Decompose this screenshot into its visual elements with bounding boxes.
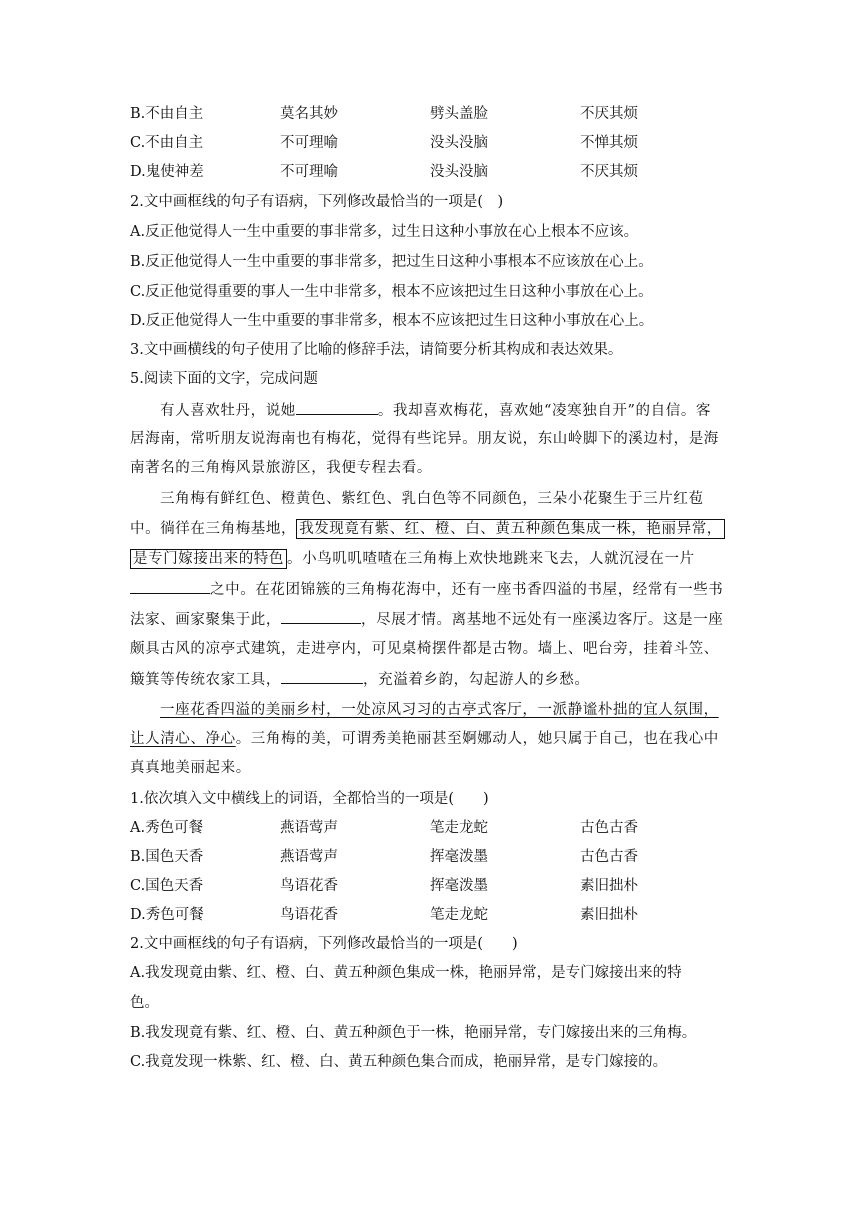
option-line: B.反正他觉得人一生中重要的事非常多，把过生日这种小事根本不应该放在心上。	[130, 254, 653, 270]
option-text: 不可理喻	[280, 164, 338, 180]
passage-line: 真真地美丽起来。	[130, 760, 251, 776]
option-text: 笔走龙蛇	[430, 820, 488, 836]
passage-line: 之中。在花团锦簇的三角梅花海中，还有一座书香四溢的书屋，经常有一些书	[130, 579, 730, 600]
option-text: 没头没脑	[430, 164, 488, 180]
option-line: A.反正他觉得人一生中重要的事非常多，过生日这种小事放在心上根本不应该。	[130, 224, 639, 240]
passage-line: 南著名的三角梅风景旅游区，我便专程去看。	[130, 460, 432, 476]
passage-line	[160, 700, 760, 720]
passage-line: 居海南，常听朋友说海南也有梅花，觉得有些诧异。朋友说，东山岭脚下的溪边村，是海	[130, 431, 719, 447]
underlined-sentence: 让人清心、净心	[130, 731, 236, 747]
fill-blank	[281, 669, 363, 684]
option-text: 古色古香	[580, 820, 638, 836]
fill-blank	[130, 579, 210, 594]
option-text: 笔走龙蛇	[430, 907, 488, 923]
passage-line: 中。徜徉在三角梅基地， 我发现竟有紫、红、橙、白、黄五种颜色集成一株，艳丽异常，	[130, 519, 730, 539]
fill-blank	[296, 400, 378, 415]
option-line: A.我发现竟由紫、红、橙、白、黄五种颜色集成一株，艳丽异常，是专门嫁接出来的特	[130, 965, 682, 981]
option-line: 色。	[130, 995, 159, 1011]
passage-line: 颇具古风的凉亭式建筑，走进亭内，可见桌椅摆件都是古物。墙上、吧台旁，挂着斗笠、	[130, 641, 719, 657]
option-text: 素旧拙朴	[580, 907, 638, 923]
option-text: C.不由自主	[130, 135, 204, 151]
question-stem: 1.依次填入文中横线上的词语，全都恰当的一项是( )	[130, 791, 489, 807]
passage-line: 是专门嫁接出来的特色 。小鸟叽叽喳喳在三角梅上欢快地跳来飞去，人就沉浸在一片	[130, 549, 730, 569]
option-text: 不厌其烦	[580, 106, 638, 122]
option-text: 劈头盖脸	[430, 106, 488, 122]
option-text: 不厌其烦	[580, 164, 638, 180]
option-text: C.国色天香	[130, 878, 204, 894]
fill-blank	[281, 609, 361, 624]
question-stem: 2.文中画框线的句子有语病，下列修改最恰当的一项是( )	[130, 936, 518, 952]
option-text: 燕语莺声	[280, 820, 338, 836]
option-line: C.反正他觉得重要的事人一生中非常多，根本不应该把过生日这种小事放在心上。	[130, 284, 653, 300]
option-text: 莫名其妙	[280, 106, 338, 122]
option-text: B.国色天香	[130, 849, 204, 865]
passage-line: 法家、画家聚集于此， ，尽展才情。离基地不远处有一座溪边客厅。这是一座	[130, 609, 730, 630]
passage-line: 三角梅有鲜红色、橙黄色、紫红色、乳白色等不同颜色，三朵小花聚生于三片红苞	[160, 491, 704, 507]
question-stem: 3.文中画横线的句子使用了比喻的修辞手法，请简要分析其构成和表达效果。	[130, 342, 623, 358]
passage-line: 簸箕等传统农家工具， ，充溢着乡韵，勾起游人的乡愁。	[130, 669, 730, 690]
option-text: 鸟语花香	[280, 878, 338, 894]
option-text: A.秀色可餐	[130, 820, 204, 836]
option-text: B.不由自主	[130, 106, 204, 122]
option-text: 不可理喻	[280, 135, 338, 151]
option-text: 古色古香	[580, 849, 638, 865]
boxed-sentence: 我发现竟有紫、红、橙、白、黄五种颜色集成一株，艳丽异常，	[296, 519, 725, 539]
question-heading: 5.阅读下面的文字，完成问题	[130, 371, 318, 387]
option-text: 素旧拙朴	[580, 878, 638, 894]
option-text: 挥毫泼墨	[430, 878, 488, 894]
passage-line: 让人清心、净心。三角梅的美，可谓秀美艳丽甚至婀娜动人，她只属于自己，也在我心中	[130, 731, 719, 747]
option-text: 不惮其烦	[580, 135, 638, 151]
passage-line: 有人喜欢牡丹，说她 。我却喜欢梅花，喜欢她“凌寒独自开”的自信。客	[160, 400, 760, 421]
option-line: B.我发现竟有紫、红、橙、白、黄五种颜色于一株，艳丽异常，专门嫁接出来的三角梅。	[130, 1025, 697, 1041]
question-stem: 2.文中画框线的句子有语病，下列修改最恰当的一项是( )	[130, 194, 504, 210]
option-line: C.我竟发现一株紫、红、橙、白、黄五种颜色集合而成，艳丽异常，是专门嫁接的。	[130, 1054, 668, 1070]
option-text: 鸟语花香	[280, 907, 338, 923]
option-text: 没头没脑	[430, 135, 488, 151]
option-line: D.反正他觉得人一生中重要的事非常多，根本不应该把过生日这种小事放在心上。	[130, 313, 654, 329]
boxed-sentence: 是专门嫁接出来的特色	[130, 549, 287, 569]
underlined-sentence: 一座花香四溢的美丽乡村，一处凉风习习的古亭式客厅，一派静谧朴拙的宜人氛围，	[160, 702, 719, 718]
option-text: D.鬼使神差	[130, 164, 204, 180]
option-text: D.秀色可餐	[130, 907, 204, 923]
option-text: 挥毫泼墨	[430, 849, 488, 865]
option-text: 燕语莺声	[280, 849, 338, 865]
